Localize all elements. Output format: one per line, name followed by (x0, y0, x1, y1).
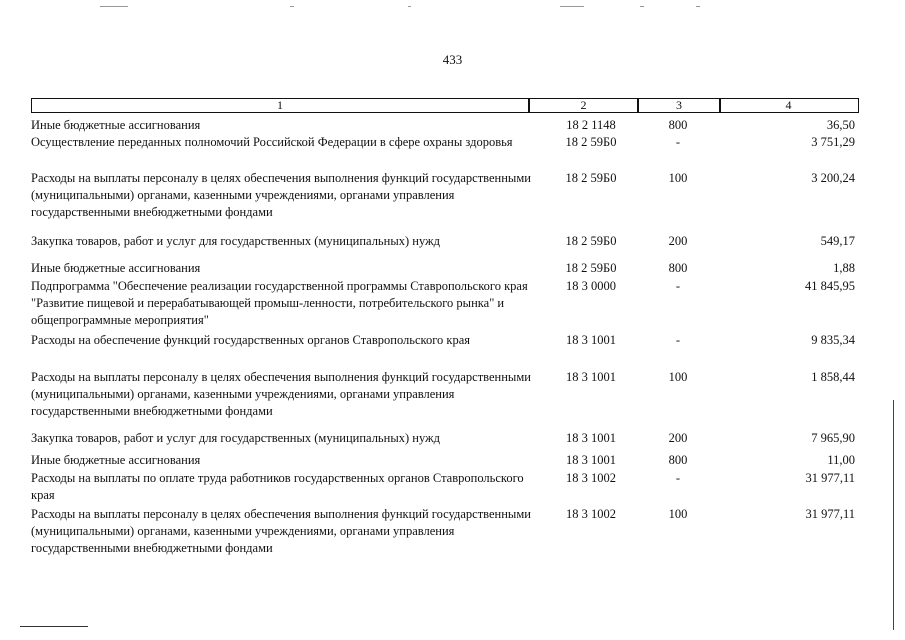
row-description: Расходы на выплаты персоналу в целях обеспечения выполнения функций государственными (муниципальными) органами, казенными учреждениями, органами управления государственными внебюджетными фондами (31, 507, 531, 555)
column-header-1: 1 (277, 98, 283, 112)
row-description: Закупка товаров, работ и услуг для государственных (муниципальных) нужд (31, 431, 441, 445)
row-amount: 1 858,44 (811, 370, 855, 384)
row-description: Закупка товаров, работ и услуг для государственных (муниципальных) нужд (31, 234, 441, 248)
row-description: Осуществление переданных полномочий Российской Федерации в сфере охраны здоровья (31, 135, 513, 149)
row-amount: 36,50 (826, 118, 855, 132)
row-amount: 7 965,90 (811, 431, 855, 445)
row-code: 18 3 1001 (566, 453, 616, 467)
row-code: 18 2 1148 (566, 118, 616, 132)
row-amount: 9 835,34 (811, 333, 855, 347)
row-code: 18 2 59Б0 (565, 171, 617, 185)
page-edge-line (893, 400, 894, 630)
row-description: Расходы на выплаты персоналу в целях обеспечения выполнения функций государственными (муниципальными) органами, казенными учреждениями, органами управления государственными внебюджетными фондами (31, 171, 531, 219)
row-description: Иные бюджетные ассигнования (31, 118, 201, 132)
scan-artifacts (0, 6, 905, 10)
row-expense-type: - (675, 279, 681, 293)
row-amount: 3 200,24 (811, 171, 855, 185)
row-description: Расходы на обеспечение функций государственных органов Ставропольского края (31, 333, 471, 347)
row-code: 18 2 59Б0 (565, 135, 617, 149)
row-description: Иные бюджетные ассигнования (31, 261, 201, 275)
row-expense-type: 200 (668, 234, 688, 248)
column-header-row (31, 98, 859, 113)
row-description: Иные бюджетные ассигнования (31, 453, 201, 467)
page-number: 433 (442, 52, 463, 67)
row-expense-type: - (675, 333, 681, 347)
row-amount: 11,00 (827, 453, 855, 467)
row-code: 18 3 1002 (566, 507, 616, 521)
row-expense-type: 100 (668, 171, 688, 185)
row-amount: 31 977,11 (805, 507, 855, 521)
row-amount: 549,17 (820, 234, 855, 248)
row-code: 18 3 1001 (566, 370, 616, 384)
row-code: 18 2 59Б0 (565, 234, 617, 248)
row-amount: 3 751,29 (811, 135, 855, 149)
row-code: 18 3 1001 (566, 333, 616, 347)
row-amount: 41 845,95 (805, 279, 855, 293)
column-header-3: 3 (676, 98, 682, 112)
row-description: Расходы на выплаты по оплате труда работников государственных органов Ставропольского края (31, 471, 524, 502)
row-code: 18 3 1002 (566, 471, 616, 485)
row-expense-type: 800 (668, 261, 688, 275)
row-code: 18 3 0000 (566, 279, 616, 293)
row-amount: 31 977,11 (805, 471, 855, 485)
row-amount: 1,88 (833, 261, 855, 275)
row-expense-type: 200 (668, 431, 688, 445)
row-description: Подпрограмма "Обеспечение реализации государственной программы Ставропольского края "Развитие пищевой и перерабатывающей промыш-ленности, потребительского рынка" и общепрограммные мероприятия" (31, 279, 528, 327)
column-header-4: 4 (785, 98, 792, 112)
row-expense-type: 100 (668, 507, 688, 521)
row-description: Расходы на выплаты персоналу в целях обеспечения выполнения функций государственными (муниципальными) органами, казенными учреждениями, органами управления государственными внебюджетными фондами (31, 370, 531, 418)
row-code: 18 3 1001 (566, 431, 616, 445)
row-expense-type: 100 (668, 370, 688, 384)
row-code: 18 2 59Б0 (565, 261, 617, 275)
column-header-2: 2 (580, 98, 587, 112)
row-expense-type: - (675, 471, 681, 485)
footnote-rule (20, 626, 88, 627)
row-expense-type: 800 (668, 118, 688, 132)
row-expense-type: 800 (668, 453, 688, 467)
row-expense-type: - (675, 135, 681, 149)
